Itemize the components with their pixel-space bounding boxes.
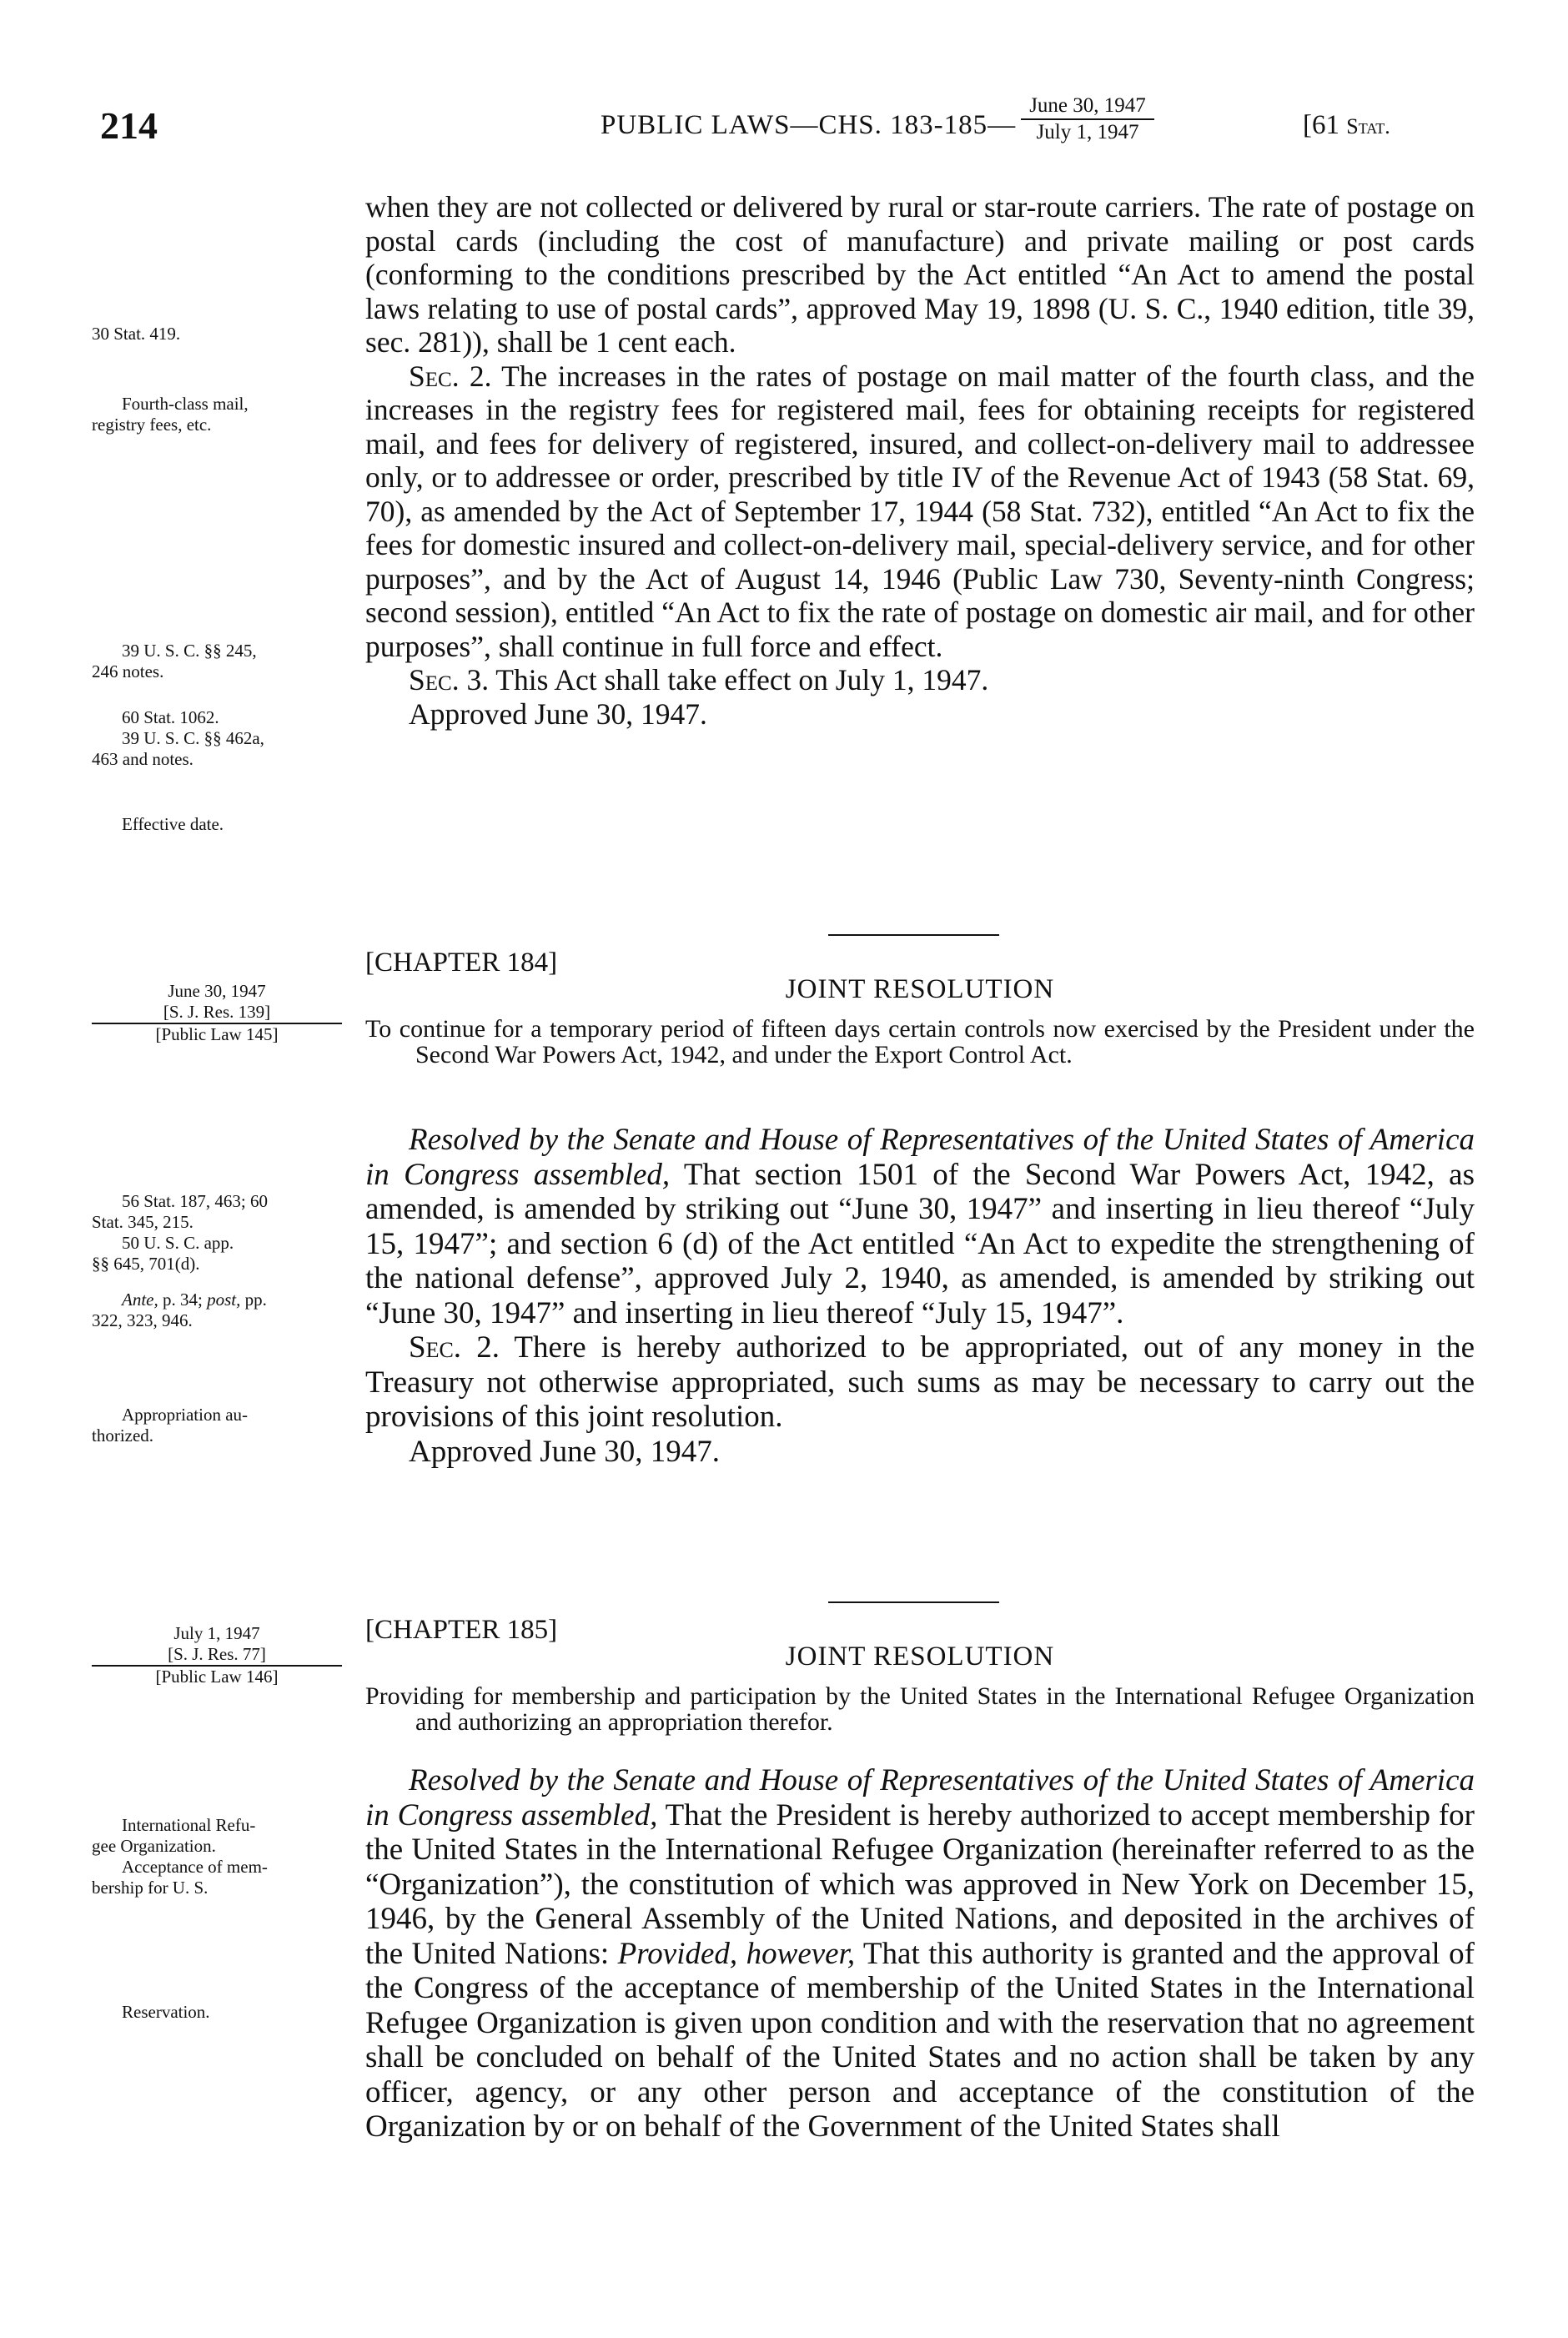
proviso-text: That this authority is granted and the approval of the Congress of the acceptance of membership of the United States in the International Refugee Organization is given upon condition and with the reservation that no agreement shall be concluded on behalf of the United States and no action shall be taken by any officer, agency, or any other person and acceptance of the constitution of the Organization by or on behalf of the Government of the United States shall — [365, 1936, 1475, 2144]
margin-note-text: 463 and notes. — [92, 749, 193, 769]
resolution-body — [365, 1123, 1475, 1469]
public-law-number: [Public Law 145] — [155, 1024, 279, 1044]
chapter-185 — [365, 1588, 1475, 2322]
margin-note-text: gee Organization. — [92, 1836, 216, 1856]
joint-resolution-title: JOINT RESOLUTION — [785, 1642, 1055, 1672]
purpose-text: To continue for a temporary period of fifteen days certain controls now exercised by the President under the Second War Powers Act, 1942, and under the Export Control Act. — [365, 1015, 1475, 1068]
page-number: 214 — [100, 104, 158, 147]
margin-note-text: Effective date. — [122, 814, 224, 834]
purpose-text: Providing for membership and participation by the United States in the International Refugee Organization and authorizing an appropriation therefor. — [365, 1682, 1475, 1736]
volume-prefix: [61 — [1303, 110, 1347, 140]
section-label: Sec. 2. — [409, 359, 492, 393]
joint-resolution-number: [S. J. Res. 139] — [92, 1002, 342, 1024]
margin-note — [92, 1290, 342, 1331]
volume-ref — [1303, 110, 1390, 141]
proviso-clause: Provided, however, — [617, 1936, 856, 1971]
margin-note-text: 50 U. S. C. app. — [122, 1233, 234, 1253]
margin-notes — [92, 184, 342, 2302]
margin-note — [92, 641, 342, 682]
header-date-top: June 30, 1947 — [1029, 94, 1146, 117]
margin-note-text: 56 Stat. 187, 463; 60 — [122, 1191, 269, 1211]
section-label: Sec. 3. — [409, 663, 490, 696]
approval-line: Approved June 30, 1947. — [409, 1434, 721, 1469]
margin-note-text: thorized. — [92, 1425, 154, 1446]
chapter-heading: [CHAPTER 185] — [365, 1615, 558, 1645]
margin-note-text: Ante, — [122, 1290, 158, 1310]
margin-note-text: Fourth-class mail, — [122, 394, 249, 414]
margin-note-text: 39 U. S. C. §§ 245, — [122, 641, 257, 661]
margin-note — [92, 394, 342, 435]
chapter-date: July 1, 1947 — [173, 1623, 260, 1643]
margin-note — [92, 1405, 342, 1446]
paragraph: when they are not collected or delivered by rural or star-route carriers. The rate of postage on postal cards (including the cost of manufacture) and private mailing or post cards (conforming to the conditions prescribed by the Act entitled “An Act to amend the postal laws relating to use of postal cards”, approved May 19, 1898 (U. S. C., 1940 edition, title 39, sec. 281)), shall be 1 cent each. — [365, 190, 1475, 359]
margin-note — [92, 1815, 342, 1898]
margin-note-text: Reservation. — [122, 2002, 210, 2022]
section-text: The increases in the rates of postage on mail matter of the fourth class, and the increases in the registry fees for registered mail, fees for obtaining receipts for registered mail, and fees for delivery of registered, insured, and collect-on-delivery mail to addressee only, or to addressee or order, prescribed by title IV of the Revenue Act of 1943 (58 Stat. 69, 70), as amended by the Act of September 17, 1944 (58 Stat. 732), entitled “An Act to fix the fees for domestic insured and collect-on-delivery mail, special-delivery service, and for other purposes”, and by the Act of August 14, 1946 (Public Law 730, Seventy-ninth Congress; second session), entitled “An Act to fix the rate of postage on domestic air mail, and for other purposes”, shall continue in full force and effect. — [365, 359, 1475, 663]
margin-note-text: 246 notes. — [92, 661, 164, 681]
resolving-clause — [365, 1763, 1475, 2144]
margin-note — [92, 707, 342, 770]
page-header — [100, 94, 1485, 167]
margin-note-text: 322, 323, 946. — [92, 1310, 193, 1330]
chapter-183-body — [365, 190, 1475, 731]
margin-note — [92, 2002, 342, 2023]
joint-resolution-title: JOINT RESOLUTION — [785, 974, 1055, 1004]
resolution-purpose — [365, 1683, 1475, 1735]
section-3 — [365, 663, 1475, 697]
chapter-185-reference — [92, 1623, 342, 1687]
chapter-date: June 30, 1947 — [168, 981, 266, 1001]
margin-note-text: pp. — [240, 1290, 267, 1310]
resolving-clause — [365, 1123, 1475, 1330]
margin-note-text: Acceptance of mem- — [122, 1857, 268, 1877]
margin-note-text: Stat. 345, 215. — [92, 1212, 193, 1232]
enacting-clause: Resolved by the Senate and House of Representatives of the United States of America in Congress assembled, — [365, 1763, 1475, 1833]
margin-note-text: post, — [207, 1290, 241, 1310]
margin-note-text: bership for U. S. — [92, 1878, 209, 1898]
section-2 — [365, 359, 1475, 664]
running-head: PUBLIC LAWS—CHS. 183-185— — [601, 110, 1017, 140]
joint-resolution-number: [S. J. Res. 77] — [92, 1644, 342, 1667]
chapter-184-reference — [92, 981, 342, 1045]
chapter-184 — [365, 924, 1475, 1616]
divider — [828, 1601, 999, 1603]
section-2 — [365, 1330, 1475, 1435]
approval-line: Approved June 30, 1947. — [409, 696, 707, 731]
enacting-clause: Resolved by the Senate and House of Representatives of the United States of America in Congress assembled, — [365, 1123, 1475, 1192]
margin-note — [92, 1191, 342, 1275]
margin-note-text: International Refu- — [122, 1815, 256, 1835]
margin-note — [92, 814, 342, 835]
section-text: There is hereby authorized to be appropriated, out of any money in the Treasury not otherwise appropriated, such sums as may be necessary to carry out the provisions of this joint resolution. — [365, 1330, 1475, 1434]
margin-note-text: 39 U. S. C. §§ 462a, — [122, 728, 264, 748]
public-law-number: [Public Law 146] — [155, 1667, 279, 1687]
section-label: Sec. 2. — [409, 1330, 500, 1365]
divider — [828, 934, 999, 936]
margin-note — [92, 324, 342, 344]
chapter-heading: [CHAPTER 184] — [365, 948, 558, 978]
margin-note-text: p. 34; — [158, 1290, 208, 1310]
margin-note-text: Appropriation au- — [122, 1405, 249, 1425]
header-date-range — [1021, 93, 1154, 145]
resolution-text: That section 1501 of the Second War Powers Act, 1942, as amended, is amended by striking out “June 30, 1947” and inserting in lieu thereof “July 15, 1947”; and section 6 (d) of the Act entitled “An Act to expedite the strengthening of the national defense”, approved July 2, 1940, as amended, is amended by striking out “June 30, 1947” and inserting in lieu thereof “July 15, 1947”. — [365, 1157, 1475, 1330]
margin-note-text: §§ 645, 701(d). — [92, 1254, 200, 1274]
resolution-body — [365, 1763, 1475, 2144]
resolution-text: That the President is hereby authorized to accept membership for the United States in the International Refugee Organization (hereinafter referred to as the “Organization”), the constitution of which was approved in New York on December 15, 1946, by the General Assembly of the United Nations, and deposited in the archives of the United Nations: — [365, 1797, 1475, 1971]
header-date-bottom: July 1, 1947 — [1021, 118, 1154, 145]
margin-note-text: registry fees, etc. — [92, 415, 212, 435]
resolution-purpose — [365, 1016, 1475, 1068]
section-text: This Act shall take effect on July 1, 1947. — [489, 663, 989, 696]
volume-suffix: Stat. — [1346, 114, 1390, 138]
margin-note-text: 30 Stat. 419. — [92, 324, 181, 344]
margin-note-text: 60 Stat. 1062. — [122, 707, 219, 727]
